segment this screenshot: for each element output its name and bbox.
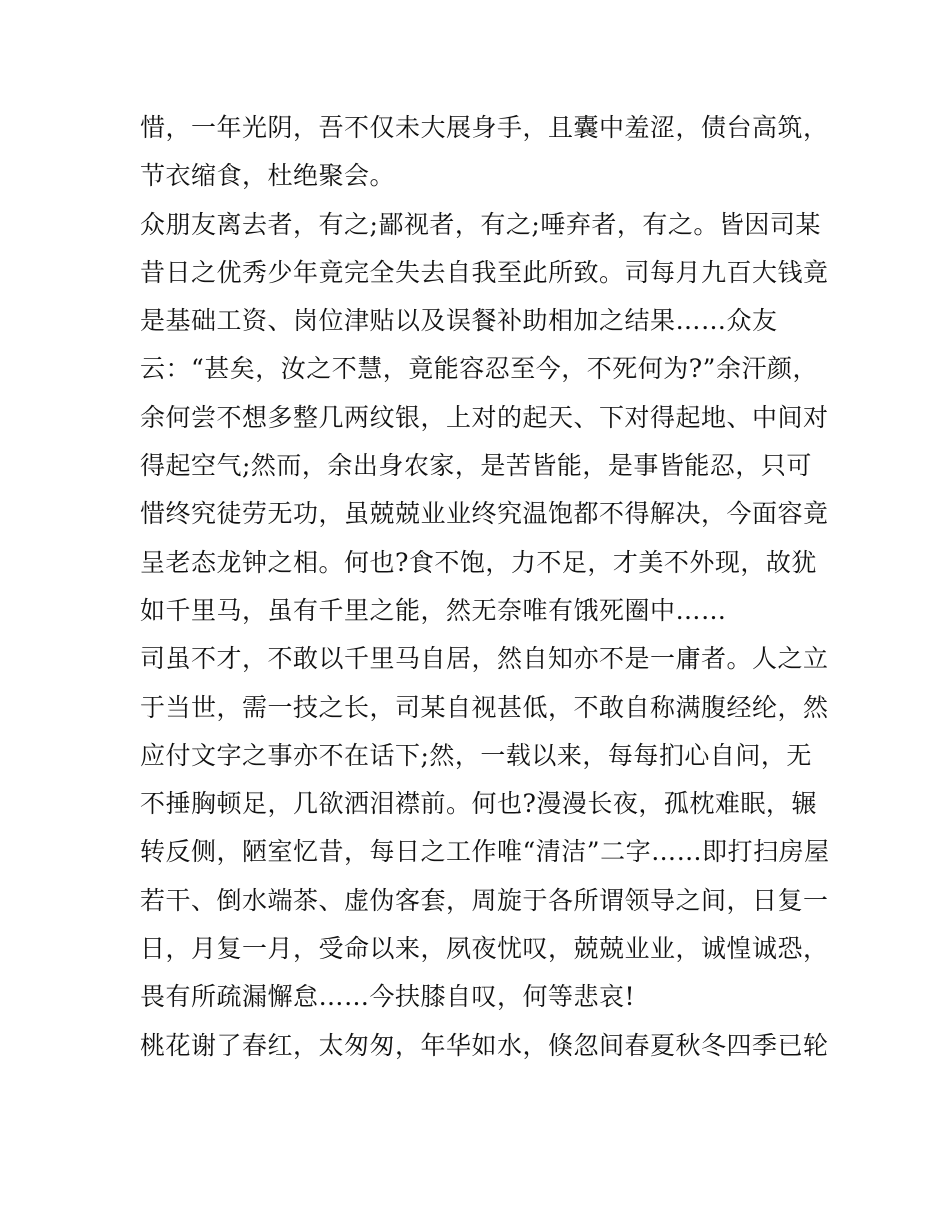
- text-line: 得起空气;然而，余出身农家，是苦皆能，是事皆能忍，只可: [140, 451, 812, 481]
- text-line: 桃花谢了春红，太匆匆，年华如水，倏忽间春夏秋冬四季已轮: [140, 1030, 829, 1060]
- text-line: 转反侧，陋室忆昔，每日之工作唯“清洁”二字……即打扫房屋: [140, 837, 830, 867]
- text-line: 于当世，需一技之长，司某自视甚低，不敢自称满腹经纶，然: [140, 692, 829, 722]
- text-line: 节衣缩食，杜绝聚会。: [140, 161, 396, 191]
- text-line: 呈老态龙钟之相。何也?食不饱，力不足，才美不外现，故犹: [140, 547, 817, 577]
- body-text: [140, 104, 830, 1070]
- text-line: 惜，一年光阴，吾不仅未大展身手，且囊中羞涩，债台高筑，: [140, 113, 829, 142]
- text-line: 不捶胸顿足，几欲洒泪襟前。何也?漫漫长夜，孤枕难眠，辗: [140, 789, 817, 819]
- text-line: 余何尝不想多整几两纹银，上对的起天、下对得起地、中间对: [140, 402, 829, 432]
- text-line: 是基础工资、岗位津贴以及误餐补助相加之结果……众友: [140, 306, 778, 336]
- text-line: 昔日之优秀少年竟完全失去自我至此所致。司每月九百大钱竟: [140, 257, 829, 287]
- text-line: 云：“甚矣，汝之不慧，竟能容忍至今，不死何为?”余汗颜，: [140, 354, 818, 384]
- text-line: 司虽不才，不敢以千里马自居，然自知亦不是一庸者。人之立: [140, 644, 829, 674]
- text-line: 畏有所疏漏懈怠……今扶膝自叹，何等悲哀!: [140, 982, 636, 1012]
- text-line: 若干、倒水端茶、虚伪客套，周旋于各所谓领导之间，日复一: [140, 885, 829, 915]
- text-line: 众朋友离去者，有之;鄙视者，有之;唾弃者，有之。皆因司某: [140, 209, 821, 239]
- text-line: 应付文字之事亦不在话下;然，一载以来，每每扪心自问，无: [140, 740, 812, 770]
- text-line: 如千里马，虽有千里之能，然无奈唯有饿死圈中……: [140, 595, 727, 625]
- text-line: 日，月复一月，受命以来，夙夜忧叹，兢兢业业，诚惶诚恐，: [140, 934, 829, 964]
- text-line: 惜终究徒劳无功，虽兢兢业业终究温饱都不得解决，今面容竟: [140, 499, 829, 529]
